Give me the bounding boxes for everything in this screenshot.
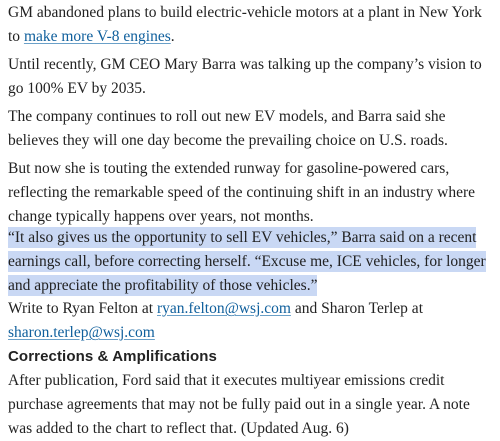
corrections-heading: Corrections & Amplifications xyxy=(8,348,217,365)
paragraph-ev-models: The company continues to roll out new EV models, and Barra said she believes they will one day become the prevailing choice on U.S. roads. xyxy=(8,108,448,149)
paragraph-gasoline-runway: But now she is touting the extended runway for gasoline-powered cars, reflecting the remarkable speed of the continuing shift in an industry where change typically happens over years, not months. xyxy=(8,160,475,225)
contact-middle: and Sharon Terlep at xyxy=(290,300,423,317)
paragraph-barra-vision: Until recently, GM CEO Mary Barra was talking up the company’s vision to go 100% EV by 2035. xyxy=(8,56,482,97)
sharon-terlep-email-link[interactable]: sharon.terlep@wsj.com xyxy=(8,324,155,341)
highlighted-quote[interactable]: “It also gives us the opportunity to sell EV vehicles,” Barra said on a recent earnings call, before correcting herself. “Excuse me, ICE vehicles, for longer and appreciate the profitability of those vehicles.” xyxy=(8,229,486,294)
paragraph-contact xyxy=(8,297,494,345)
paragraph-barra-quote xyxy=(8,226,494,298)
paragraph-end: . xyxy=(170,28,175,45)
ryan-felton-email-link[interactable]: ryan.felton@wsj.com xyxy=(157,300,291,317)
paragraph-corrections: After publication, Ford said that it executes multiyear emissions credit purchase agreements that may not be fully paid out in a single year. A note was added to the chart to reflect that. (Updated Aug. 6) xyxy=(8,372,470,437)
paragraph-gm-plans xyxy=(8,1,494,49)
make-more-v8-engines-link[interactable]: make more V-8 engines xyxy=(23,28,171,45)
paragraph-text: GM abandoned plans to build electric-vehicle motors at a plant in New York to xyxy=(8,4,482,45)
contact-prefix: Write to Ryan Felton at xyxy=(8,300,157,317)
